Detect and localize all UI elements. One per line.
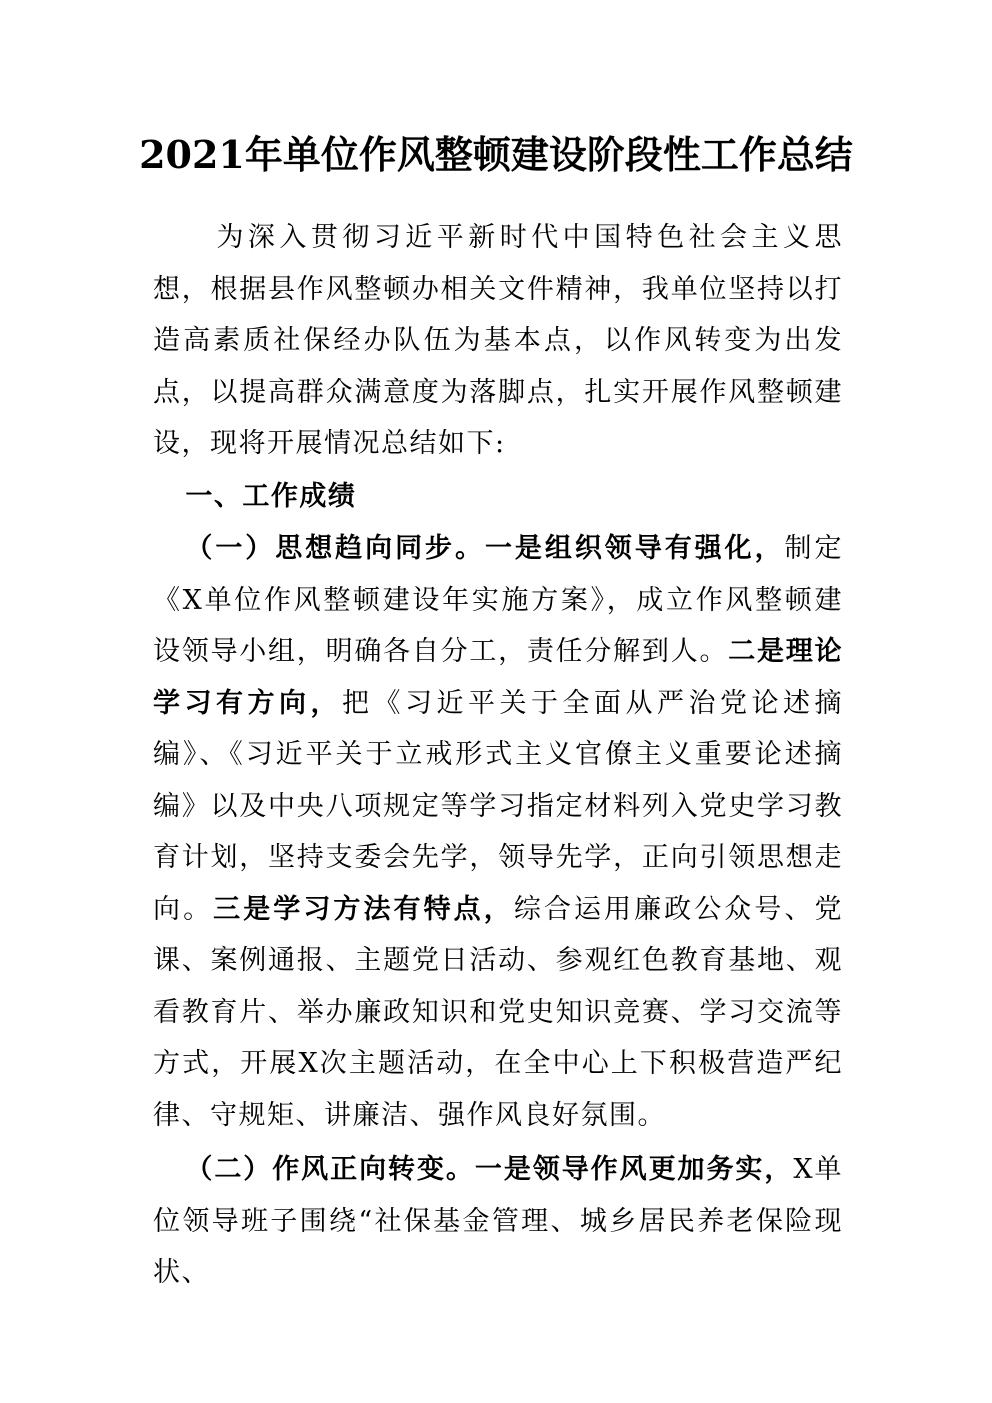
- point-text: X单位领导班子围绕“社保基金管理、城乡居民养老保险现状、: [153, 1154, 843, 1288]
- point-text: 综合运用廉政公众号、党课、案例通报、主题党日活动、参观红色教育基地、观看教育片、举办廉政知识和党史知识竞赛、学习交流等方式，开展X次主题活动，在全中心上下积极营造严纪律、守规矩、讲廉洁、强作风良好氛围。: [153, 893, 844, 1131]
- point-title: 一是组织领导有强化，: [484, 533, 785, 564]
- point-title: 一是领导作风更加务实，: [474, 1154, 794, 1185]
- subsection-heading: （一）思想趋向同步。: [185, 533, 485, 564]
- point-text: 制定《X单位作风整顿建设年实施方案》，成立作风整顿建设领导小组，明确各自分工，责任分解到人。: [153, 533, 844, 667]
- intro-paragraph: 为深入贯彻习近平新时代中国特色社会主义思想，根据县作风整顿办相关文件精神，我单位坚持以打造高素质社保经办队伍为基本点，以作风转变为出发点，以提高群众满意度为落脚点，扎实开展作风整顿建设，现将开展情况总结如下:: [153, 222, 843, 459]
- paragraph-thought-sync: [153, 523, 843, 1141]
- point-text: 把《习近平关于全面从严治党论述摘编》、《习近平关于立戒形式主义官僚主义重要论述摘编》以及中央八项规定等学习指定材料列入党史学习教育计划，坚持支委会先学，领导先学，正向引领思想走向。: [153, 687, 843, 925]
- subsection-heading: （二）作风正向转变。: [185, 1154, 475, 1185]
- section-heading: 一、工作成绩: [185, 481, 357, 512]
- document-title: 2021年单位作风整顿建设阶段性工作总结: [139, 132, 853, 177]
- paragraph-style-change: [153, 1144, 843, 1299]
- point-title: 二是理论学习有方向，: [153, 636, 844, 719]
- point-title: 三是学习方法有特点，: [213, 893, 514, 925]
